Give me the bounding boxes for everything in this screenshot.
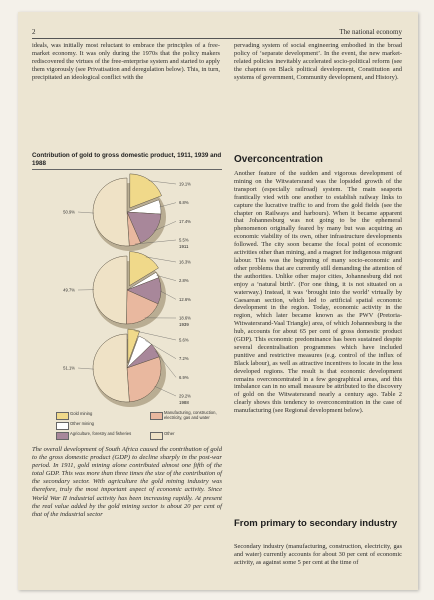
primary-secondary-body: Secondary industry (manufacturing, construction, electricity, gas and water) currently accounts for about 30 per cent of economic activity, as against some 5 per cent at the time of bbox=[234, 543, 402, 566]
intro-left-paragraph: ideals, was initially most reluctant to embrace the principles of a free-market economy. It was only during the 1970s that the policy makers rediscovered the virtues of the free-enterprise system and started to apply them vigorously (see Privatisation and deregulation below). This, in turn, precipitated an ideological conflict with the bbox=[32, 42, 220, 81]
chart-title-rule bbox=[32, 169, 222, 170]
pie-data-label: 19.1% bbox=[179, 181, 191, 187]
pie-1939 bbox=[63, 252, 191, 329]
header-rule bbox=[32, 38, 402, 39]
pie-1988 bbox=[63, 329, 191, 407]
intro-right-paragraph: pervading system of social engineering embodied in the broad policy of ‘separate development’. In the event, the new market-related policies inevitably accelerated socio-political reform (see the chapters on Black political development, Constitution and systems of government, Community development, and History). bbox=[234, 42, 402, 81]
legend-label-other-mining: Other mining bbox=[70, 421, 94, 426]
pie-data-label: 50.9% bbox=[63, 209, 75, 215]
pie-data-label: 17.4% bbox=[179, 218, 191, 224]
pie-year-label: 1988 bbox=[179, 400, 189, 405]
pie-data-label: 5.6% bbox=[179, 337, 189, 343]
pie-data-label: 6.9% bbox=[179, 374, 189, 380]
pie-data-label: 6.8% bbox=[179, 200, 189, 206]
pie-data-label: 29.2% bbox=[179, 393, 191, 399]
pie-data-label: 12.6% bbox=[179, 296, 191, 302]
pie-slice-1911-4 bbox=[93, 178, 129, 246]
legend-swatch-agriculture bbox=[56, 432, 69, 440]
pie-charts bbox=[32, 172, 222, 408]
pie-data-label: 49.7% bbox=[63, 287, 75, 293]
legend-label-manufacturing: Manufacturing, construction, electricity, gas and water bbox=[164, 410, 217, 420]
pie-data-label: 7.2% bbox=[179, 356, 189, 362]
leader-line bbox=[78, 368, 94, 369]
pie-1911 bbox=[63, 174, 191, 251]
pie-data-label: 51.1% bbox=[63, 365, 75, 371]
pie-year-label: 1939 bbox=[179, 322, 189, 327]
overconcentration-body: Another feature of the sudden and vigorous development of mining on the Witwatersrand was the lopsided growth of the transport (especially railroad) system. The main seaports frantically vied with one another to establish railway links to capture the lucrative traffic to and from the gold fields (see the chapter on Railways and harbours). When it became apparent that Johannesburg was not going to be the ephemeral phenomenon originally feared by many but was acquiring an economic viability of its own, other infrastructure developments followed. The city soon became the focal point of economic activities other than mining, and a magnet for indigenous migrant labour. This was the beginning of many socio-economic and other problems that are currently still demanding the attention of the authorities. Unlike other major cities, Johannesburg did not enjoy a ‘natural birth’. (For one thing, it is not situated on a waterway.) Instead, it was ‘brought into the world’ virtually by Caesarean section, which led to artificial spatial economic development in the region. Today, economic activity in the region, which later became known as the PWV (Pretoria-Witwatersrand-Vaal Triangle) area, of which Johannesburg is the hub, accounts for about 65 per cent of gross domestic product (GDP). This economic predominance has been sustained despite several decentralisation programmes which have included punitive and restrictive measures (e.g. control of the influx of Black labour), as well as attractive incentives to locate in the less developed regions. The result is that economic development remains overconcentrated in a few geographical areas, and this imbalance can in no small measure be attributed to the discovery of gold on the Witwatersrand nearly a century ago. Table 2 clearly shows this tendency to overconcentration in the case of manufacturing (see Regional development below). bbox=[234, 170, 402, 415]
pie-slice-1988-4 bbox=[93, 334, 129, 402]
leader-line bbox=[78, 212, 94, 213]
book-page bbox=[18, 12, 418, 590]
pie-data-label: 2.8% bbox=[179, 278, 189, 284]
legend-label-agriculture: Agriculture, forestry and fisheries bbox=[70, 431, 132, 436]
chart-legend bbox=[32, 410, 222, 444]
page-number: 2 bbox=[32, 28, 36, 36]
heading-primary-to-secondary: From primary to secondary industry bbox=[234, 518, 398, 529]
pie-data-label: 18.6% bbox=[179, 315, 191, 321]
heading-overconcentration: Overconcentration bbox=[234, 154, 323, 165]
legend-swatch-manufacturing bbox=[150, 412, 163, 420]
pie-year-label: 1911 bbox=[179, 244, 189, 249]
pie-slice-1939-4 bbox=[93, 256, 127, 324]
legend-label-other: Other bbox=[164, 431, 175, 436]
legend-swatch-other bbox=[150, 432, 163, 440]
pie-data-label: 16.3% bbox=[179, 259, 191, 265]
running-head: The national economy bbox=[339, 28, 402, 36]
legend-swatch-gold-mining bbox=[56, 412, 69, 420]
chart-caption: The overall development of South Africa caused the contribution of gold to the gross domestic product (GDP) to decline sharply in the post-war period. In 1911, gold mining alone contributed almost one fifth of the total GDP. This was more than three times the size of the contribution of the secondary sector. With agriculture the gold mining industry was therefore, truly the most important aspect of economic activity. Since World War II industrial activity has been increasing rapidly. At present the real value added by the gold mining sector is about 20 per cent of that of the industrial sector bbox=[32, 446, 222, 518]
legend-swatch-other-mining bbox=[56, 422, 69, 430]
chart-title: Contribution of gold to gross domestic product, 1911, 1939 and 1988 bbox=[32, 152, 222, 167]
legend-label-gold-mining: Gold mining bbox=[70, 411, 93, 416]
pie-data-label: 5.5% bbox=[179, 237, 189, 243]
